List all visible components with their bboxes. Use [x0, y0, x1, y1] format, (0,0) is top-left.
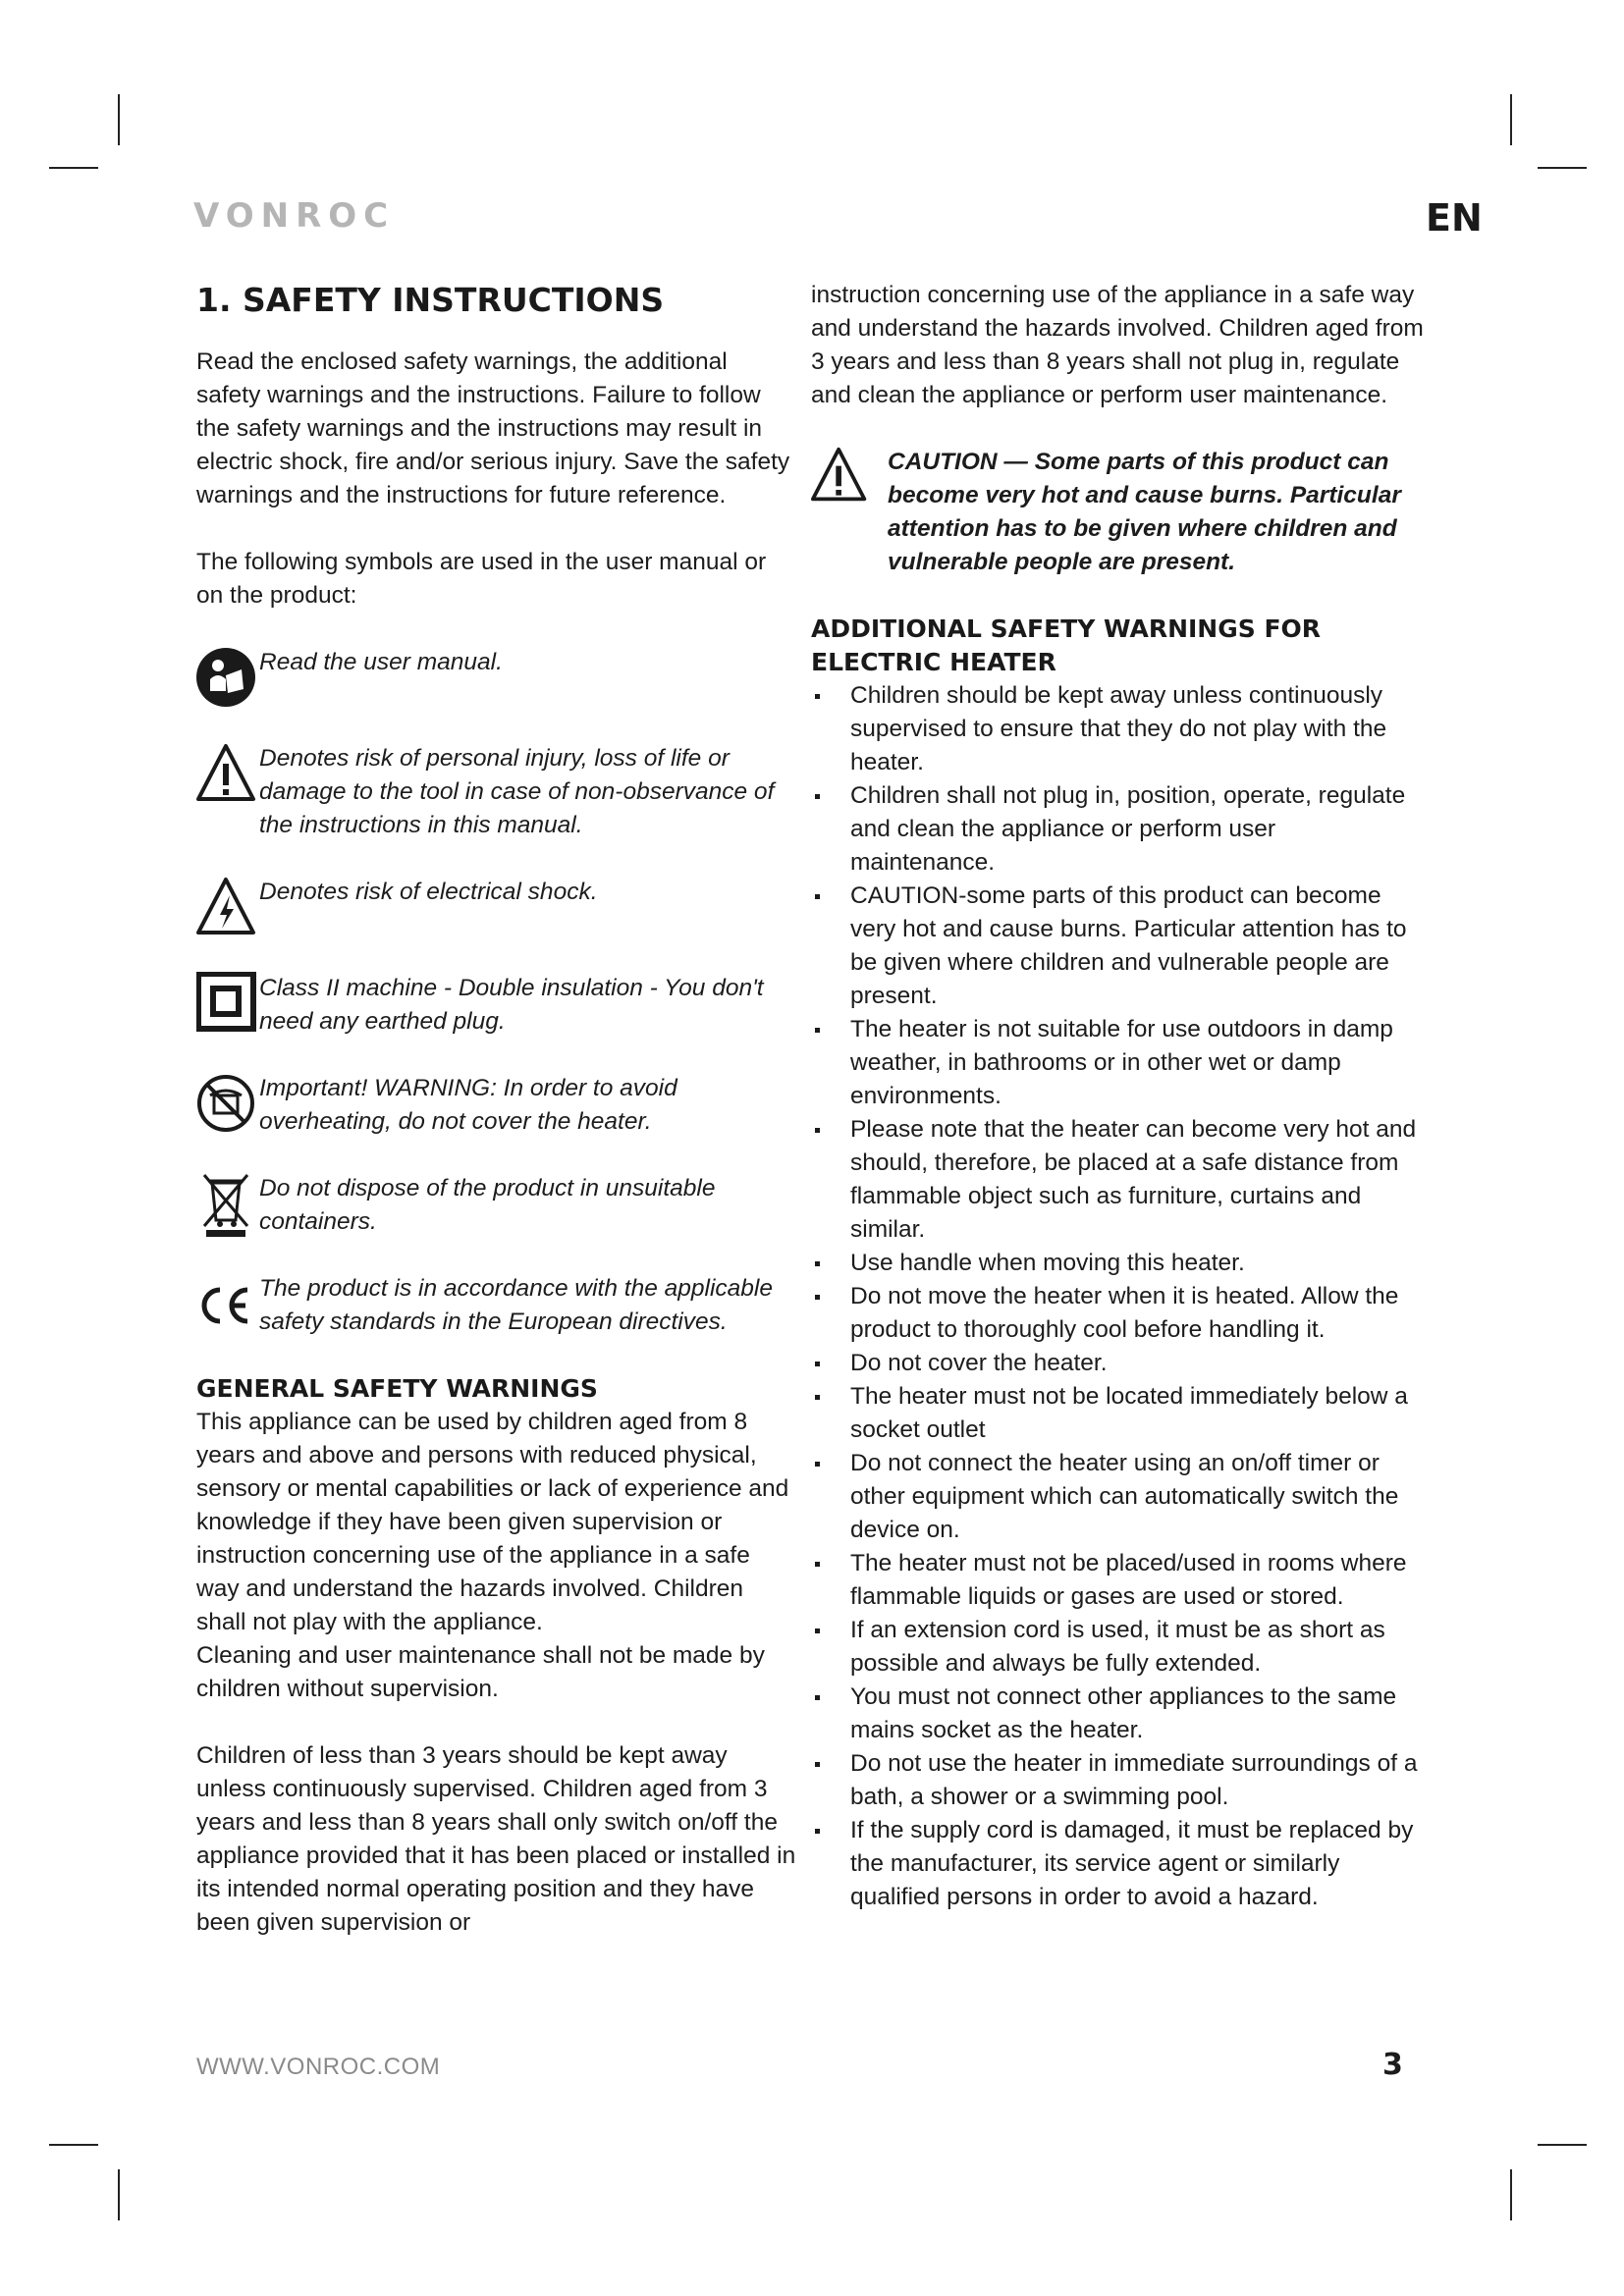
- list-item: You must not connect other appliances to the same mains socket as the heater.: [811, 1681, 1424, 1747]
- continued-paragraph: instruction concerning use of the appliance in a safe way and understand the hazards involved. Children aged from 3 years and less than 8 years shall not plug in, regulate and clean the appliance or perform user maintenance.: [811, 282, 1424, 408]
- symbol-row: [196, 1172, 797, 1239]
- general-paragraph: This appliance can be used by children aged from 8 years and above and persons with reduced physical, sensory or mental capabilities or lack of experience and knowledge if they have been given supervision or instruction concerning use of the appliance in a safe way and understand the hazards involved. Children shall not play with the appliance.: [196, 1409, 789, 1635]
- symbol-list: [196, 646, 797, 1339]
- page-number: 3: [1382, 2048, 1403, 2082]
- crop-mark: [1538, 167, 1587, 169]
- list-item: CAUTION-some parts of this product can become very hot and cause burns. Particular attention has to be given where children and vulnerable people are present.: [811, 880, 1424, 1013]
- left-column: [196, 279, 797, 1940]
- symbol-description: Denotes risk of personal injury, loss of life or damage to the tool in case of non-observance of the instructions in this manual.: [259, 745, 775, 838]
- general-safety-heading: GENERAL SAFETY WARNINGS: [196, 1374, 598, 1403]
- list-item: Do not connect the heater using an on/off timer or other equipment which can automatically switch the device on.: [811, 1447, 1424, 1547]
- page-title: 1. SAFETY INSTRUCTIONS: [196, 281, 665, 319]
- warning-list: [811, 679, 1424, 1914]
- warning-triangle-icon: [196, 742, 259, 805]
- symbol-description: Denotes risk of electrical shock.: [259, 879, 598, 905]
- general-paragraph: Cleaning and user maintenance shall not be made by children without supervision.: [196, 1642, 765, 1702]
- general-paragraph: Children of less than 3 years should be kept away unless continuously supervised. Children aged from 3 years and less than 8 years shall only switch on/off the appliance provided that it has been placed or installed in its intended normal operating position and they have been given supervision or: [196, 1742, 796, 1936]
- right-column: [811, 279, 1424, 1914]
- symbol-row: [196, 1272, 797, 1339]
- weee-bin-icon: [196, 1172, 259, 1235]
- list-item: The heater must not be placed/used in rooms where flammable liquids or gases are used or stored.: [811, 1547, 1424, 1614]
- symbol-description: The product is in accordance with the applicable safety standards in the European directives.: [259, 1275, 773, 1335]
- list-item: The heater is not suitable for use outdoors in damp weather, in bathrooms or in other wet or damp environments.: [811, 1013, 1424, 1113]
- list-item: Use handle when moving this heater.: [811, 1247, 1424, 1280]
- electric-shock-icon: [196, 876, 259, 938]
- crop-mark: [1510, 94, 1512, 145]
- crop-mark: [1510, 2169, 1512, 2220]
- list-item: Do not use the heater in immediate surroundings of a bath, a shower or a swimming pool.: [811, 1747, 1424, 1814]
- symbol-description: Read the user manual.: [259, 649, 503, 675]
- do-not-cover-icon: [196, 1072, 259, 1135]
- read-manual-icon: [196, 646, 259, 709]
- crop-mark: [118, 94, 120, 145]
- crop-mark: [1538, 2144, 1587, 2146]
- list-item: The heater must not be located immediately below a socket outlet: [811, 1380, 1424, 1447]
- symbol-row: [196, 1072, 797, 1139]
- list-item: Children should be kept away unless continuously supervised to ensure that they do not play with the heater.: [811, 679, 1424, 779]
- list-item: Do not move the heater when it is heated. Allow the product to thoroughly cool before handling it.: [811, 1280, 1424, 1347]
- caution-text: CAUTION — Some parts of this product can become very hot and cause burns. Particular attention has to be given where children and vulnerable people are present.: [888, 449, 1401, 575]
- caution-box: [811, 446, 1424, 579]
- crop-mark: [49, 167, 98, 169]
- crop-mark: [118, 2169, 120, 2220]
- list-item: Do not cover the heater.: [811, 1347, 1424, 1380]
- symbols-intro: The following symbols are used in the user manual or on the product:: [196, 549, 767, 609]
- language-code: EN: [1426, 196, 1483, 240]
- symbol-row: [196, 646, 797, 709]
- symbol-row: [196, 972, 797, 1039]
- crop-mark: [49, 2144, 98, 2146]
- symbol-description: Important! WARNING: In order to avoid overheating, do not cover the heater.: [259, 1075, 677, 1135]
- symbol-description: Class II machine - Double insulation - You don't need any earthed plug.: [259, 975, 764, 1035]
- ce-mark-icon: [196, 1274, 259, 1337]
- additional-safety-heading: ADDITIONAL SAFETY WARNINGS FOR ELECTRIC HEATER: [811, 614, 1322, 676]
- symbol-row: [196, 876, 797, 938]
- symbol-description: Do not dispose of the product in unsuitable containers.: [259, 1175, 716, 1235]
- symbol-row: [196, 742, 797, 842]
- list-item: Children shall not plug in, position, operate, regulate and clean the appliance or perform user maintenance.: [811, 779, 1424, 880]
- website-url: WWW.VONROC.COM: [196, 2054, 441, 2080]
- list-item: If the supply cord is damaged, it must be replaced by the manufacturer, its service agent or similarly qualified persons in order to avoid a hazard.: [811, 1814, 1424, 1914]
- brand-logo: VONROC: [193, 196, 396, 236]
- class-ii-icon: [196, 972, 259, 1035]
- warning-triangle-icon: [811, 446, 870, 514]
- list-item: Please note that the heater can become very hot and should, therefore, be placed at a safe distance from flammable object such as furniture, curtains and similar.: [811, 1113, 1424, 1247]
- list-item: If an extension cord is used, it must be as short as possible and always be fully extended.: [811, 1614, 1424, 1681]
- intro-paragraph: Read the enclosed safety warnings, the additional safety warnings and the instructions. Failure to follow the safety warnings and the instructions may result in electric shock, fire and/or serious injury. Save the safety warnings and the instructions for future reference.: [196, 348, 790, 508]
